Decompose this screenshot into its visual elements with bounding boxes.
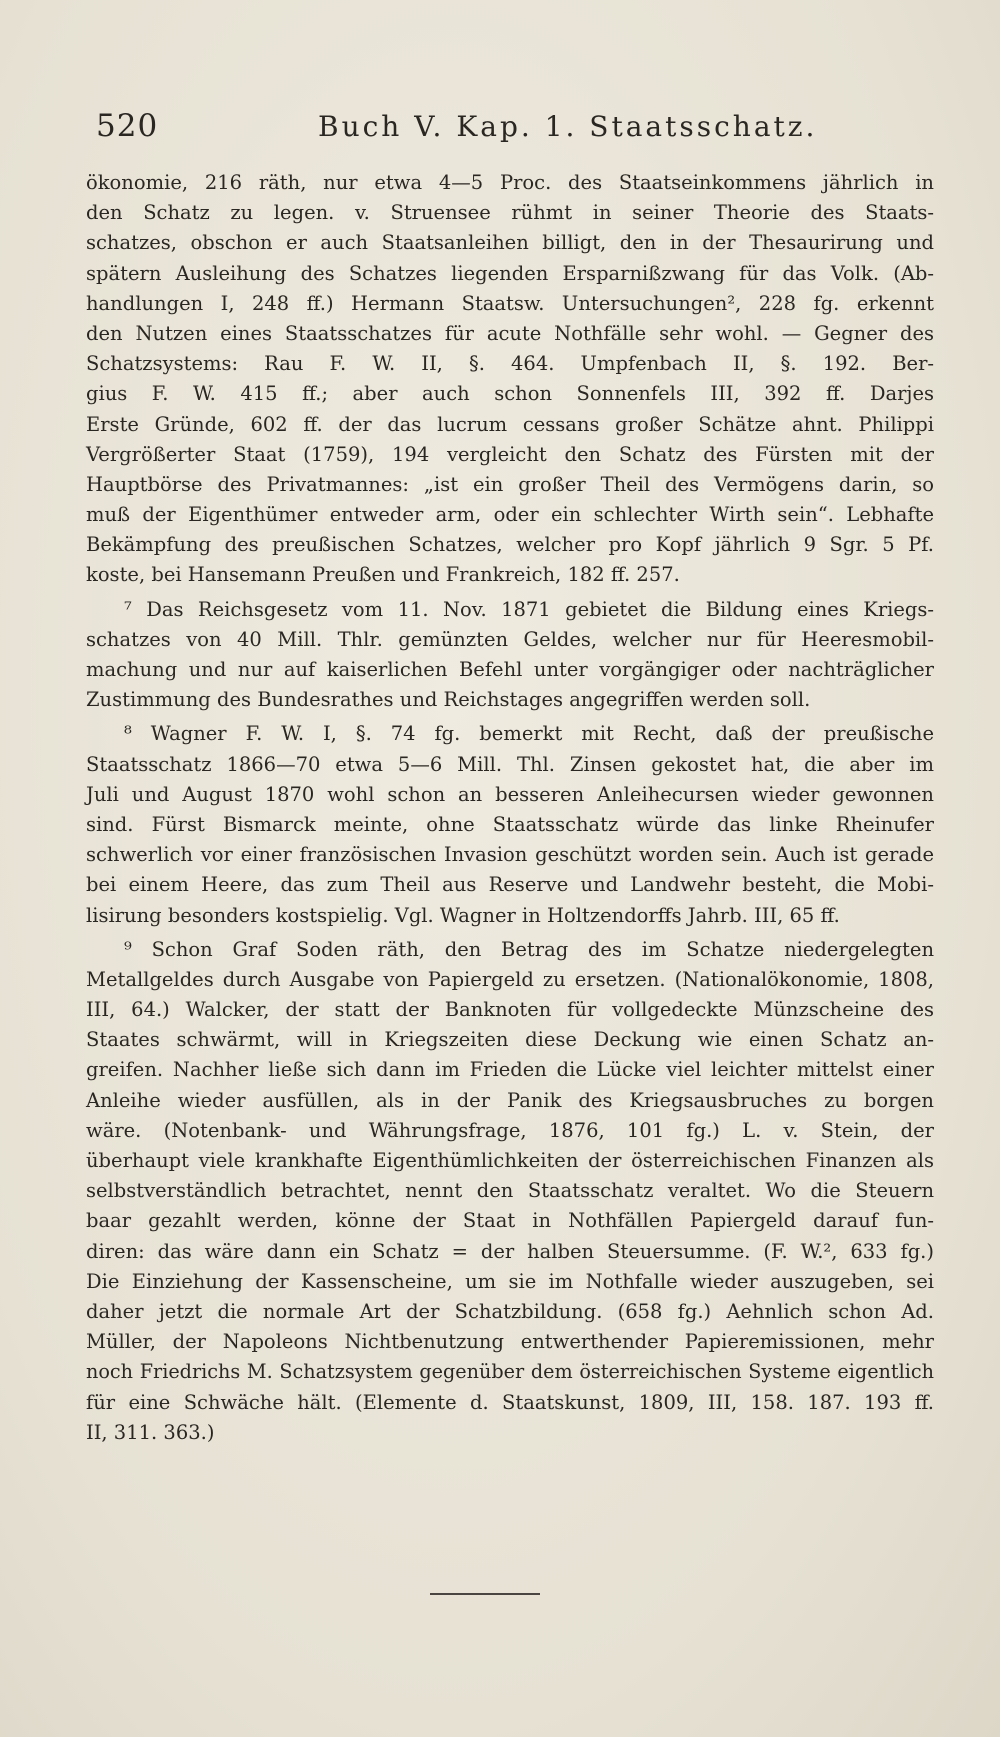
- text-line: spätern Ausleihung des Schatzes liegenden Ersparnißzwang für das Volk. (Ab-: [86, 261, 934, 285]
- text-line: baar gezahlt werden, könne der Staat in Nothfällen Papiergeld darauf fun-: [86, 1209, 934, 1233]
- footnote-9: [86, 935, 934, 1448]
- text-line: für eine Schwäche hält. (Elemente d. Staatskunst, 1809, III, 158. 187. 193 ff.: [86, 1390, 934, 1414]
- text-line: muß der Eigenthümer entweder arm, oder ein schlechter Wirth sein“. Lebhafte: [86, 503, 934, 527]
- text-line: überhaupt viele krankhafte Eigenthümlichkeiten der österreichischen Finanzen als: [86, 1149, 934, 1172]
- text-line: II, 311. 363.): [86, 1420, 215, 1444]
- text-line: bei einem Heere, das zum Theil aus Reserve und Landwehr besteht, die Mobi-: [86, 873, 934, 897]
- text-line: Die Einziehung der Kassenscheine, um sie im Nothfalle wieder auszugeben, sei: [86, 1269, 934, 1293]
- text-line: schwerlich vor einer französischen Invasion geschützt worden sein. Auch ist gerade: [86, 843, 934, 867]
- text-line: diren: das wäre dann ein Schatz = der halben Steuersumme. (F. W.², 633 fg.): [86, 1239, 934, 1263]
- text-line: gius F. W. 415 ff.; aber auch schon Sonnenfels III, 392 ff. Darjes: [86, 382, 934, 406]
- text-line: Metallgeldes durch Ausgabe von Papiergeld zu ersetzen. (Nationalökonomie, 1808,: [86, 967, 934, 991]
- text-line: schatzes von 40 Mill. Thlr. gemünzten Geldes, welcher nur für Heeresmobil-: [86, 627, 934, 651]
- text-line: Juli und August 1870 wohl schon an besseren Anleihecursen wieder gewonnen: [86, 782, 934, 806]
- text-line: ⁷ Das Reichsgesetz vom 11. Nov. 1871 gebietet die Bildung eines Kriegs-: [124, 597, 934, 621]
- text-line: ⁸ Wagner F. W. I, §. 74 fg. bemerkt mit Recht, daß der preußische: [124, 722, 934, 746]
- text-line: ⁹ Schon Graf Soden räth, den Betrag des im Schatze niedergelegten: [124, 937, 934, 961]
- footnote-continuation: [86, 168, 934, 591]
- text-line: Müller, der Napoleons Nichtbenutzung entwerthender Papieremissionen, mehr: [86, 1330, 934, 1354]
- text-line: machung und nur auf kaiserlichen Befehl unter vorgängiger oder nachträglicher: [86, 658, 934, 681]
- text-line: schatzes, obschon er auch Staatsanleihen billigt, den in der Thesaurirung und: [86, 231, 934, 255]
- text-line: daher jetzt die normale Art der Schatzbildung. (658 fg.) Aehnlich schon Ad.: [86, 1299, 934, 1323]
- text-line: Anleihe wieder ausfüllen, als in der Panik des Kriegsausbruches zu borgen: [86, 1088, 934, 1112]
- text-line: Zustimmung des Bundesrathes und Reichstages angegriffen werden soll.: [86, 688, 811, 712]
- page-header: [96, 108, 946, 148]
- text-line: den Nutzen eines Staatsschatzes für acute Nothfälle sehr wohl. — Gegner des: [86, 321, 934, 345]
- text-line: koste, bei Hansemann Preußen und Frankreich, 182 ff. 257.: [86, 563, 680, 587]
- text-line: III, 64.) Walcker, der statt der Banknoten für vollgedeckte Münzscheine des: [86, 998, 934, 1022]
- text-line: noch Friedrichs M. Schatzsystem gegenüber dem österreichischen Systeme eigentlich: [86, 1360, 934, 1384]
- text-line: wäre. (Notenbank- und Währungsfrage, 1876, 101 fg.) L. v. Stein, der: [86, 1118, 934, 1142]
- page-number: 520: [96, 108, 159, 144]
- text-line: Staates schwärmt, will in Kriegszeiten diese Deckung wie einen Schatz an-: [86, 1028, 934, 1052]
- text-line: den Schatz zu legen. v. Struensee rühmt in seiner Theorie des Staats-: [86, 201, 934, 225]
- text-line: greifen. Nachher ließe sich dann im Frieden die Lücke viel leichter mittelst einer: [86, 1058, 934, 1082]
- text-line: Staatsschatz 1866—70 etwa 5—6 Mill. Thl. Zinsen gekostet hat, die aber im: [86, 752, 934, 776]
- footnote-8: [86, 719, 934, 930]
- footnote-7: [86, 595, 934, 716]
- section-end-rule: [430, 1593, 540, 1595]
- running-head: Buch V. Kap. 1. Staatsschatz.: [318, 110, 818, 143]
- text-line: ökonomie, 216 räth, nur etwa 4—5 Proc. des Staatseinkommens jährlich in: [86, 171, 934, 194]
- text-line: Hauptbörse des Privatmannes: „ist ein großer Theil des Vermögens darin, so: [86, 472, 934, 496]
- text-line: Schatzsystems: Rau F. W. II, §. 464. Umpfenbach II, §. 192. Ber-: [86, 352, 934, 376]
- text-line: sind. Fürst Bismarck meinte, ohne Staatsschatz würde das linke Rheinufer: [86, 812, 934, 836]
- text-line: lisirung besonders kostspielig. Vgl. Wagner in Holtzendorffs Jahrb. III, 65 ff.: [86, 903, 840, 927]
- text-line: selbstverständlich betrachtet, nennt den Staatsschatz veraltet. Wo die Steuern: [86, 1179, 934, 1203]
- text-line: Vergrößerter Staat (1759), 194 vergleicht den Schatz des Fürsten mit der: [86, 442, 934, 466]
- text-line: Erste Gründe, 602 ff. der das lucrum cessans großer Schätze ahnt. Philippi: [86, 412, 934, 436]
- text-line: Bekämpfung des preußischen Schatzes, welcher pro Kopf jährlich 9 Sgr. 5 Pf.: [86, 533, 934, 557]
- footnote-block: [86, 168, 934, 1448]
- text-line: handlungen I, 248 ff.) Hermann Staatsw. Untersuchungen², 228 fg. erkennt: [86, 291, 934, 315]
